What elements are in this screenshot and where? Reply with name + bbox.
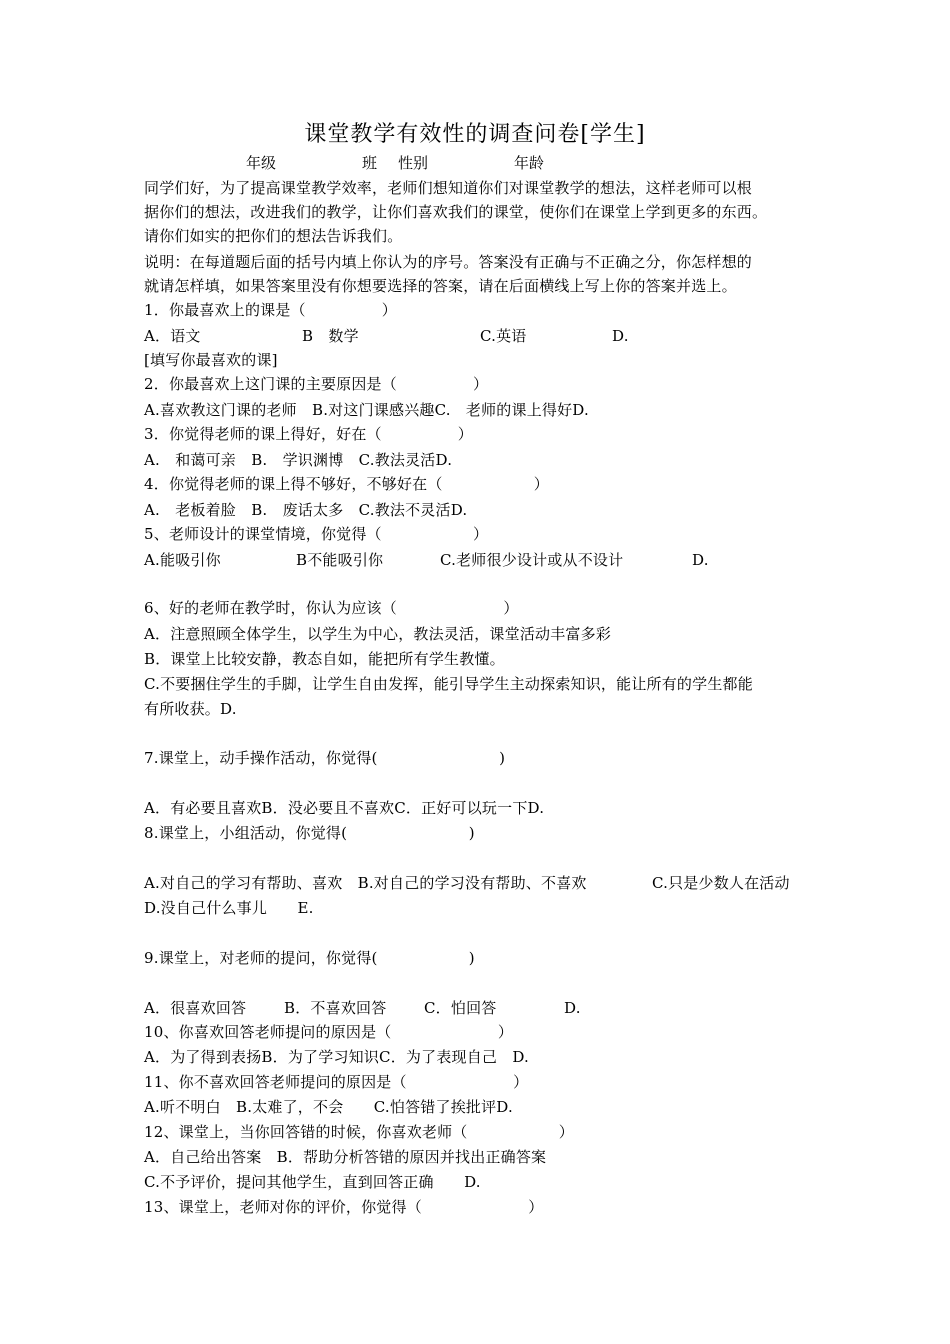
option-c: C.只是少数人在活动 [652,874,790,892]
option-a: A．很喜欢回答 [144,999,247,1017]
question-2-options: A.喜欢教这门课的老师 B.对这门课感兴趣C. 老师的课上得好D. [144,401,589,419]
question-6: 6、好的老师在教学时，你认为应该（ ） [144,599,519,617]
question-2: 2．你最喜欢上这门课的主要原因是（ ） [144,375,489,393]
option-c: C.英语 [480,327,527,345]
question-6-option-c-cont: 有所收获。D. [144,700,237,718]
option-c: C．怕回答 [424,999,497,1017]
option-d: D. [564,999,581,1017]
question-12: 12、课堂上，当你回答错的时候，你喜欢老师（ ） [144,1123,574,1141]
question-6-option-a: A．注意照顾全体学生，以学生为中心，教法灵活，课堂活动丰富多彩 [144,625,612,643]
question-9: 9.课堂上，对老师的提问，你觉得( ) [144,949,475,967]
option-a: A.能吸引你 [144,551,221,569]
option-c: C.老师很少设计或从不设计 [440,551,624,569]
intro-line-1: 同学们好，为了提高课堂教学效率，老师们想知道你们对课堂教学的想法，这样老师可以根 [144,179,753,197]
instructions-line-1: 说明：在每道题后面的括号内填上你认为的序号。答案没有正确与不正确之分，你怎样想的 [144,253,753,271]
question-10-options: A．为了得到表扬B．为了学习知识C．为了表现自己 D. [144,1048,529,1066]
option-b: B 数学 [302,327,359,345]
option-d: D. [692,551,709,569]
class-label: 班 [362,154,378,172]
option-a: A．语文 [144,327,201,345]
question-3-options: A. 和蔼可亲 B. 学识渊博 C.教法灵活D. [144,451,453,469]
age-label: 年龄 [514,154,545,172]
question-5: 5、老师设计的课堂情境，你觉得（ ） [144,525,489,543]
question-6-option-b: B．课堂上比较安静，教态自如，能把所有学生教懂。 [144,650,505,668]
option-b: B．不喜欢回答 [284,999,387,1017]
question-13: 13、课堂上，老师对你的评价，你觉得（ ） [144,1198,544,1216]
question-9-options [144,996,814,1020]
question-4-options: A. 老板着脸 B. 废话太多 C.教法不灵活D. [144,501,468,519]
question-7: 7.课堂上，动手操作活动，你觉得( ) [144,749,506,767]
question-8-options-2: D.没自己什么事儿 E. [144,899,314,917]
question-7-options: A．有必要且喜欢B．没必要且不喜欢C．正好可以玩一下D. [144,799,545,817]
document-title: 课堂教学有效性的调查问卷[学生] [304,122,646,147]
intro-line-3: 请你们如实的把你们的想法告诉我们。 [144,227,403,245]
question-3: 3．你觉得老师的课上得好，好在（ ） [144,425,473,443]
question-8: 8.课堂上，小组活动，你觉得( ) [144,824,475,842]
question-4: 4．你觉得老师的课上得不够好，不够好在（ ） [144,475,549,493]
option-d: D. [612,327,629,345]
question-5-options [144,548,814,572]
gender-label: 性别 [398,154,429,172]
question-1-note: [填写你最喜欢的课] [144,351,278,369]
option-a-b: A.对自己的学习有帮助、喜欢 B.对自己的学习没有帮助、不喜欢 [144,874,587,892]
question-10: 10、你喜欢回答老师提问的原因是（ ） [144,1023,514,1041]
instructions-line-2: 就请怎样填，如果答案里没有你想要选择的答案，请在后面横线上写上你的答案并选上。 [144,277,737,295]
question-6-option-c: C.不要捆住学生的手脚，让学生自由发挥，能引导学生主动探索知识，能让所有的学生都能 [144,675,753,693]
question-11-options: A.听不明白 B.太难了，不会 C.怕答错了挨批评D. [144,1098,513,1116]
question-11: 11、你不喜欢回答老师提问的原因是（ ） [144,1073,529,1091]
question-1: 1．你最喜欢上的课是（ ） [144,301,397,319]
option-b: B不能吸引你 [296,551,384,569]
question-12-options-1: A．自己给出答案 B．帮助分析答错的原因并找出正确答案 [144,1148,547,1166]
intro-line-2: 据你们的想法，改进我们的教学，让你们喜欢我们的课堂，使你们在课堂上学到更多的东西。 [144,203,768,221]
grade-label: 年级 [246,154,277,172]
question-1-options [144,324,814,348]
question-12-options-2: C.不予评价，提问其他学生，直到回答正确 D. [144,1173,481,1191]
student-info-line [0,152,950,176]
question-8-options [144,871,814,895]
